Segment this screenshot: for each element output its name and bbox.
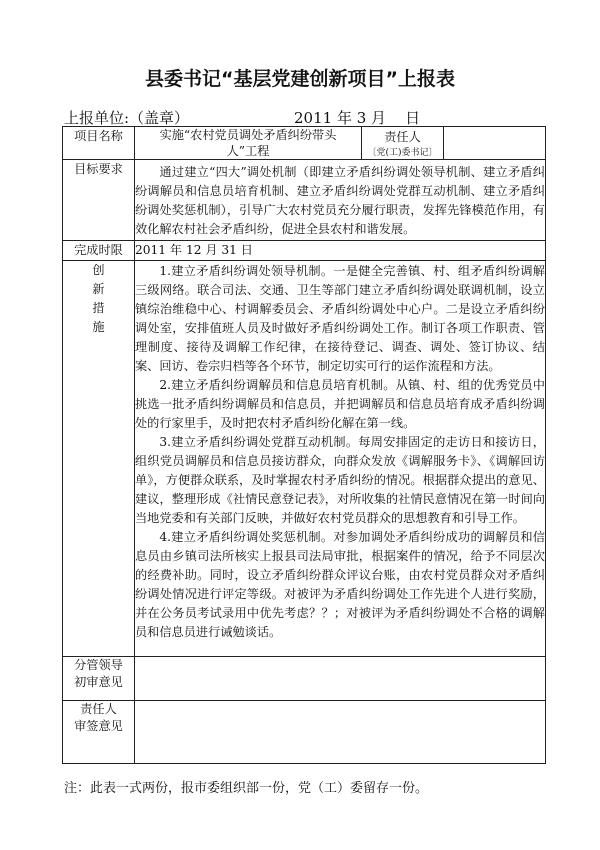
deadline-value: 2011 年 12 月 31 日 [135,241,546,261]
report-form-table [62,126,546,764]
report-date: 2011 年 3 月 日 [294,109,421,127]
measure-paragraph-3: 3.建立矛盾纠纷调处党群互动机制。每周安排固定的走访日和接访日，组织党员调解员和信息员接访群众，向群众发放《调解服务卡》、《调解回访单》，方便群众联系，及时掌握农村矛盾纠纷的情况。根据群众提出的意见、建议，整理形成《社情民意登记表》，对所收集的社情民意情况在第一时间向当地党委和有关部门反映，并做好农村党员群众的思想教育和引导工作。 [135,435,545,525]
goal-label: 目标要求 [63,160,135,241]
reporting-unit-label: 上报单位:（盖章） [64,109,190,127]
responsible-person-label: 责任人 〔党(工)委书记〕 [362,127,444,160]
review-row [63,657,546,701]
responsible-person-value [444,127,546,160]
review-opinion-value [135,657,546,701]
footnote: 注：此表一式两份，报市委组织部一份，党（工）委留存一份。 [64,781,429,796]
sign-opinion-value [135,701,546,764]
measures-row [63,261,546,657]
review-opinion-label: 分管领导 初审意见 [63,657,135,701]
project-name-value: 实施“农村党员调处矛盾纠纷带头 人”工程 [135,127,362,160]
sign-row [63,701,546,764]
goal-text: 通过建立“四大”调处机制（即建立矛盾纠纷调处领导机制、建立矛盾纠纷调解员和信息员培育机制、建立矛盾纠纷调处党群互动机制、建立矛盾纠纷调处奖惩机制），引导广大农村党员充分履行职责，发挥先锋模范作用，有效化解农村社会矛盾纠纷，促进全县农村和谐发展。 [135,160,546,241]
measure-paragraph-4: 4.建立矛盾纠纷调处奖惩机制。对参加调处矛盾纠纷成功的调解员和信息员由乡镇司法所核实上报县司法局审批，根据案件的情况，给予不同层次的经费补助。同时，设立矛盾纠纷群众评议台账，由农村党员群众对矛盾纠纷调处情况进行评定等级。对被评为矛盾纠纷调处工作先进个人进行奖励，并在公务员考试录用中优先考虑？？；对被评为矛盾纠纷调处不合格的调解员和信息员进行诫勉谈话。 [135,530,545,639]
measure-paragraph-2: 2.建立矛盾纠纷调解员和信息员培育机制。从镇、村、组的优秀党员中挑选一批矛盾纠纷调解员和信息员，并把调解员和信息员培育成矛盾纠纷调处的行家里手，及时把农村矛盾纠纷化解在第一线。 [135,378,545,430]
project-row [63,127,546,160]
goal-row [63,160,546,241]
page-title: 县委书记“基层党建创新项目”上报表 [145,68,455,90]
measure-paragraph-1: 1.建立矛盾纠纷调处领导机制。一是健全完善镇、村、组矛盾纠纷调解三级网络。联合司法、交通、卫生等部门建立矛盾纠纷调处联调机制，设立镇综治维稳中心、村调解委员会、矛盾纠纷调处中心户。二是设立矛盾纠纷调处室，安排值班人员及时做好矛盾纠纷调处工作。制订各项工作职责、管理制度、接待及调解工作纪律，在接待登记、调查、调处、签订协议、结案、回访、卷宗归档等各个环节，制定切实可行的运作流程和方法。 [135,264,545,373]
project-name-label: 项目名称 [63,127,135,160]
sign-opinion-label: 责任人 审签意见 [63,701,135,764]
deadline-row [63,241,546,261]
measures-label: 创 新 措 施 [63,261,135,657]
deadline-label: 完成时限 [63,241,135,261]
measures-text [135,261,546,657]
